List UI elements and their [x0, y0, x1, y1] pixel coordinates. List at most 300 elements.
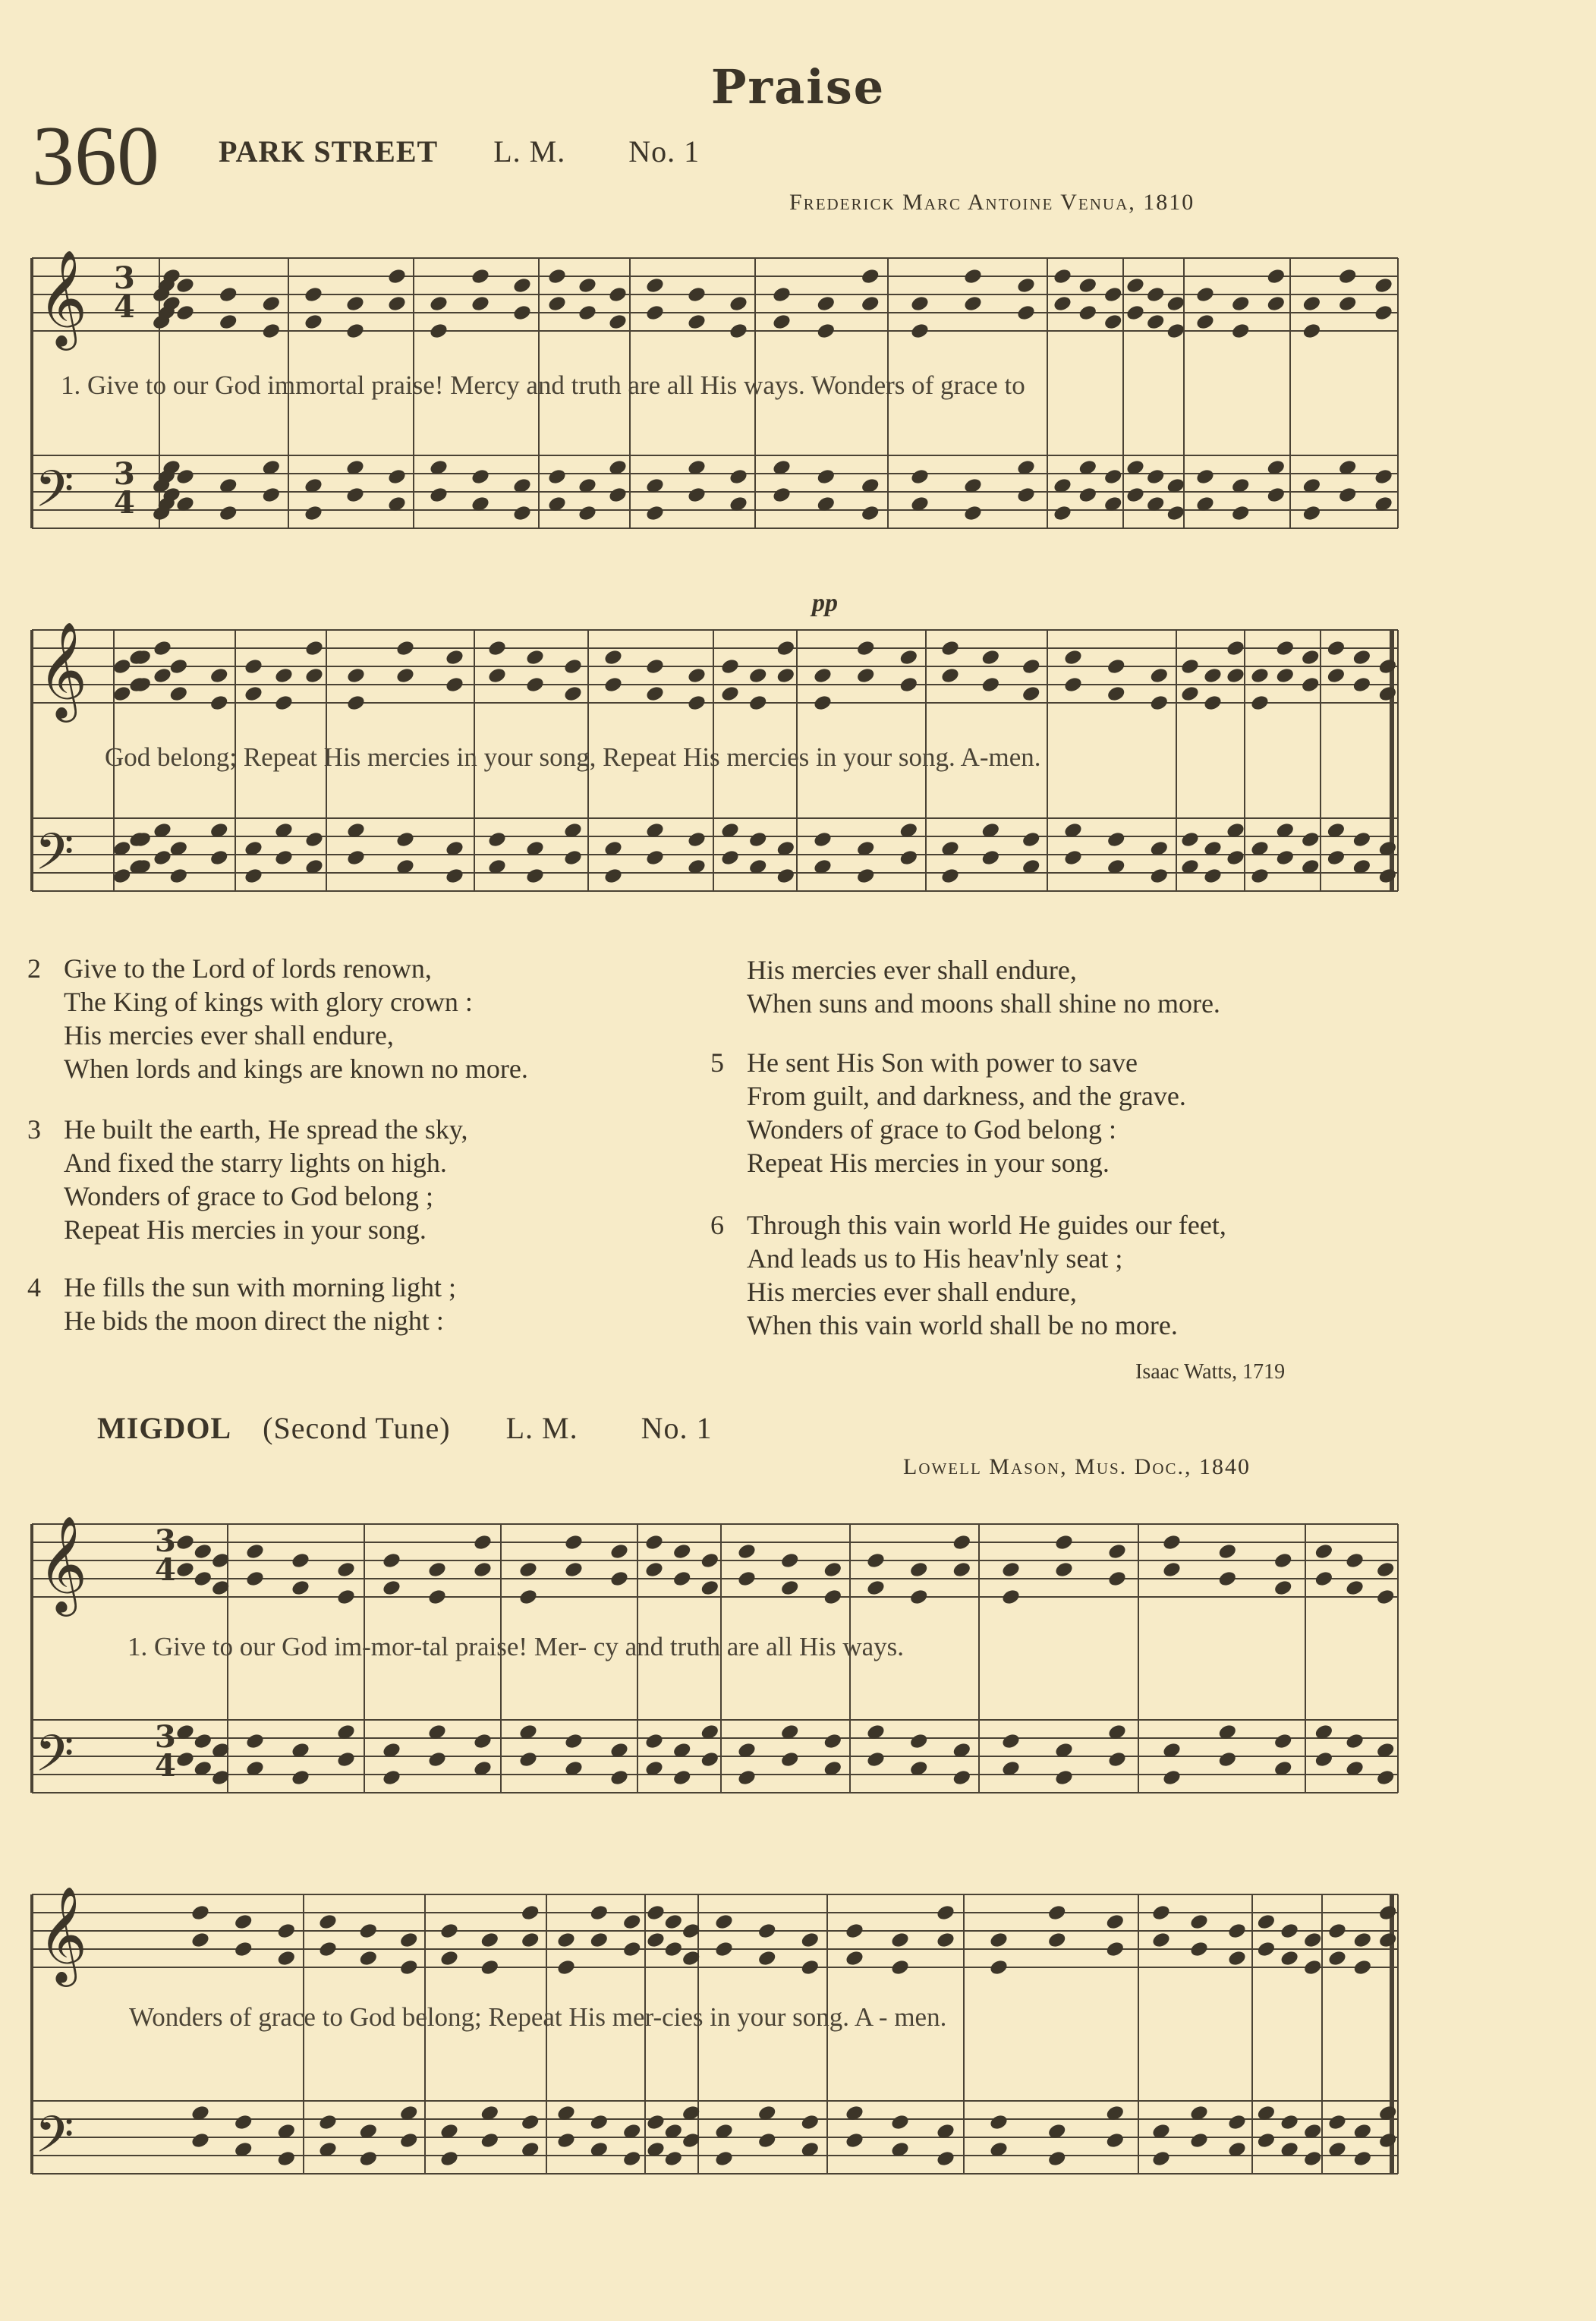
verse-number: 5: [710, 1047, 724, 1078]
note-head: [860, 267, 880, 285]
note-head: [1314, 1750, 1334, 1768]
note-head: [714, 2149, 735, 2168]
verse-3: [27, 1113, 468, 1246]
note-head: [663, 2149, 684, 2168]
note-head: [304, 504, 324, 522]
note-head: [737, 1570, 757, 1588]
note-head: [952, 1533, 972, 1551]
note-head: [291, 1768, 311, 1787]
note-head: [645, 657, 666, 676]
note-head: [190, 2131, 211, 2149]
svg-text:𝄢: 𝄢: [35, 2105, 74, 2176]
note-head: [1226, 639, 1246, 657]
note-head: [439, 1949, 460, 1967]
note-head: [193, 1732, 213, 1750]
note-head: [646, 1931, 666, 1949]
note-head: [1149, 694, 1169, 712]
note-head: [1047, 1931, 1067, 1949]
note-head: [346, 849, 367, 867]
note-head: [1162, 1768, 1182, 1787]
note-head: [936, 1931, 956, 1949]
note-head: [800, 2113, 820, 2131]
note-head: [1250, 694, 1270, 712]
note-head: [1275, 666, 1295, 685]
note-head: [395, 639, 416, 657]
note-head: [1203, 666, 1223, 685]
note-head: [578, 504, 598, 522]
note-head: [233, 1940, 253, 1958]
note-head: [1151, 1931, 1172, 1949]
note-head: [1352, 1958, 1373, 1976]
svg-text:𝄢: 𝄢: [35, 823, 74, 893]
note-head: [382, 1551, 402, 1570]
note-head: [816, 294, 836, 313]
verse-line: The King of kings with glory crown :: [64, 987, 473, 1017]
note-head: [1314, 1570, 1334, 1588]
second-composer: Lowell Mason, Mus. Doc., 1840: [903, 1454, 1251, 1479]
note-head: [1337, 267, 1358, 285]
note-head: [936, 1904, 956, 1922]
note-head: [1063, 648, 1084, 666]
note-head: [672, 1768, 692, 1787]
note-head: [382, 1768, 402, 1787]
staff-treble-1: [32, 258, 1398, 331]
second-tune-name: MIGDOL: [97, 1411, 232, 1445]
note-head: [845, 1922, 865, 1940]
note-head: [645, 849, 666, 867]
note-head: [209, 694, 229, 712]
verse-2: [27, 952, 528, 1085]
note-head: [244, 657, 264, 676]
note-head: [729, 468, 749, 486]
note-head: [866, 1579, 886, 1597]
note-head: [729, 322, 749, 340]
note-head: [209, 849, 229, 867]
note-head: [1103, 468, 1123, 486]
note-head: [779, 1579, 800, 1597]
note-head: [936, 2149, 956, 2168]
svg-text:4: 4: [114, 485, 135, 521]
note-head: [748, 694, 768, 712]
note-head: [473, 1533, 493, 1551]
note-head: [720, 657, 741, 676]
verse-line: His mercies ever shall endure,: [747, 955, 1077, 985]
note-head: [345, 486, 366, 504]
note-head: [1217, 1750, 1238, 1768]
note-head: [952, 1560, 972, 1579]
note-head: [1250, 867, 1270, 885]
note-head: [714, 1940, 735, 1958]
composer: Frederick Marc Antoine Venua, 1810: [789, 190, 1195, 215]
note-head: [512, 276, 533, 294]
note-head: [276, 2149, 297, 2168]
note-head: [1103, 313, 1123, 331]
note-head: [244, 867, 264, 885]
note-head: [274, 849, 294, 867]
verse-line: Wonders of grace to God belong :: [747, 1114, 1116, 1145]
note-head: [1149, 867, 1169, 885]
note-head: [981, 648, 1001, 666]
note-head: [687, 285, 707, 304]
treble-clef-icon: 𝄞: [38, 249, 88, 346]
note-head: [1273, 1579, 1293, 1597]
note-head: [318, 2113, 338, 2131]
note-head: [609, 1570, 630, 1588]
note-head: [1016, 276, 1037, 294]
note-head: [429, 322, 449, 340]
note-head: [471, 468, 491, 486]
note-head: [609, 1542, 630, 1560]
bass-clef-icon: 𝄢: [35, 460, 74, 531]
note-head: [645, 504, 666, 522]
note-head: [564, 1560, 584, 1579]
note-head: [556, 1958, 577, 1976]
note-head: [291, 1579, 311, 1597]
note-head: [1300, 830, 1321, 849]
page-heading: Praise: [710, 59, 886, 115]
note-head: [276, 1949, 297, 1967]
verse-number: 2: [27, 953, 41, 984]
note-head: [1053, 504, 1073, 522]
note-head: [578, 304, 598, 322]
note-head: [1227, 1922, 1248, 1940]
note-head: [855, 867, 876, 885]
verse-right-cont: [747, 953, 1220, 1020]
note-head: [1377, 1904, 1398, 1922]
verse-line: When this vain world shall be no more.: [747, 1310, 1178, 1340]
note-head: [175, 468, 196, 486]
note-head: [1374, 468, 1394, 486]
note-head: [603, 867, 624, 885]
note-head: [866, 1750, 886, 1768]
note-head: [1280, 2113, 1300, 2131]
note-head: [1256, 1940, 1276, 1958]
note-head: [720, 685, 741, 703]
verse-number: 4: [27, 1272, 41, 1302]
note-head: [1275, 849, 1295, 867]
note-head: [908, 1588, 929, 1606]
note-head: [989, 2113, 1009, 2131]
note-head: [645, 304, 666, 322]
author: Isaac Watts, 1719: [1135, 1360, 1286, 1384]
note-head: [218, 504, 238, 522]
note-head: [473, 1560, 493, 1579]
note-head: [1180, 830, 1201, 849]
note-head: [952, 1768, 972, 1787]
note-head: [112, 657, 132, 676]
note-head: [1230, 504, 1251, 522]
note-head: [1302, 504, 1322, 522]
note-head: [304, 313, 324, 331]
note-head: [547, 267, 568, 285]
note-head: [1195, 468, 1216, 486]
note-head: [1105, 1940, 1125, 1958]
note-head: [776, 666, 796, 685]
note-head: [779, 1750, 800, 1768]
note-head: [908, 1560, 929, 1579]
note-head: [439, 2149, 460, 2168]
note-head: [190, 1931, 211, 1949]
note-head: [1280, 1949, 1300, 1967]
note-head: [336, 1560, 357, 1579]
note-head: [645, 685, 666, 703]
note-head: [318, 1913, 338, 1931]
note-head: [772, 285, 792, 304]
note-head: [1166, 504, 1186, 522]
verse-line: His mercies ever shall endure,: [747, 1277, 1077, 1307]
note-head: [291, 1551, 311, 1570]
note-head: [845, 2131, 865, 2149]
note-head: [687, 486, 707, 504]
note-head: [556, 1931, 577, 1949]
note-head: [245, 1542, 266, 1560]
note-head: [318, 1940, 338, 1958]
note-head: [823, 1732, 843, 1750]
note-head: [175, 1750, 196, 1768]
note-head: [564, 1533, 584, 1551]
note-head: [757, 1922, 777, 1940]
second-tune-header: [97, 1410, 712, 1446]
tune-number: No. 1: [628, 134, 700, 168]
note-head: [1125, 304, 1146, 322]
note-head: [1001, 1588, 1022, 1606]
note-head: [387, 267, 408, 285]
note-head: [218, 313, 238, 331]
note-head: [1374, 276, 1394, 294]
note-head: [940, 639, 961, 657]
note-head: [1166, 322, 1186, 340]
note-head: [274, 694, 294, 712]
note-head: [398, 1931, 419, 1949]
note-head: [1217, 1570, 1238, 1588]
note-head: [729, 294, 749, 313]
note-head: [622, 1940, 642, 1958]
note-head: [1125, 276, 1146, 294]
note-head: [153, 849, 173, 867]
verse-6: [710, 1208, 1226, 1342]
note-head: [1352, 1931, 1373, 1949]
note-head: [1352, 830, 1372, 849]
note-head: [663, 1913, 684, 1931]
second-tune-subtitle: (Second Tune): [263, 1411, 451, 1445]
note-head: [813, 830, 833, 849]
note-head: [1302, 2149, 1323, 2168]
note-head: [1195, 285, 1216, 304]
note-head: [1053, 294, 1073, 313]
verse-5: [710, 1046, 1186, 1179]
note-head: [520, 2113, 540, 2131]
note-head: [175, 1560, 196, 1579]
note-head: [816, 468, 836, 486]
note-head: [603, 648, 624, 666]
note-head: [816, 322, 836, 340]
note-head: [720, 849, 741, 867]
note-head: [445, 867, 465, 885]
note-head: [646, 1904, 666, 1922]
lyric-line-1: 1. Give to our God immortal praise! Mercy and truth are all His ways. Wonders of grace to: [61, 370, 1025, 400]
note-head: [1166, 294, 1186, 313]
note-head: [563, 685, 584, 703]
svg-text:4: 4: [155, 1552, 176, 1588]
lyric-line-2: God belong; Repeat His mercies in your song, Repeat His mercies in your song. A-men.: [105, 742, 1041, 772]
note-head: [1377, 657, 1398, 676]
note-head: [1227, 1949, 1248, 1967]
note-head: [168, 685, 189, 703]
note-head: [1063, 849, 1084, 867]
note-head: [1151, 1904, 1172, 1922]
note-head: [776, 867, 796, 885]
note-head: [1189, 1940, 1210, 1958]
note-head: [1377, 867, 1398, 885]
note-head: [1230, 294, 1251, 313]
note-head: [1266, 294, 1286, 313]
note-head: [772, 486, 792, 504]
note-head: [518, 1588, 539, 1606]
time-sig-bottom: 4: [114, 289, 135, 325]
note-head: [890, 2113, 911, 2131]
note-head: [1300, 676, 1321, 694]
note-head: [1375, 1768, 1396, 1787]
note-head: [346, 694, 367, 712]
note-head: [1145, 285, 1166, 304]
note-head: [1377, 685, 1398, 703]
note-head: [193, 1570, 213, 1588]
note-head: [1195, 313, 1216, 331]
note-head: [981, 849, 1001, 867]
note-head: [427, 1560, 448, 1579]
note-head: [1337, 486, 1358, 504]
note-head: [890, 1958, 911, 1976]
note-head: [1314, 1542, 1334, 1560]
note-head: [589, 1931, 609, 1949]
note-head: [700, 1579, 720, 1597]
note-head: [304, 639, 325, 657]
note-head: [274, 666, 294, 685]
note-head: [525, 676, 546, 694]
note-head: [609, 1768, 630, 1787]
note-head: [1106, 657, 1126, 676]
note-head: [1145, 468, 1166, 486]
svg-text:𝄞: 𝄞: [38, 1885, 88, 1982]
note-head: [1162, 1560, 1182, 1579]
note-head: [168, 657, 189, 676]
note-head: [153, 639, 173, 657]
note-head: [427, 1750, 448, 1768]
second-tune-number: No. 1: [641, 1411, 713, 1445]
verse-line: He built the earth, He spread the sky,: [64, 1114, 468, 1145]
note-head: [963, 294, 984, 313]
note-head: [218, 285, 238, 304]
note-head: [1337, 294, 1358, 313]
note-head: [395, 666, 416, 685]
note-head: [1352, 2149, 1373, 2168]
note-head: [563, 657, 584, 676]
note-head: [190, 1904, 211, 1922]
note-head: [1180, 657, 1201, 676]
note-head: [233, 1913, 253, 1931]
note-head: [556, 2131, 577, 2149]
note-head: [1189, 1913, 1210, 1931]
note-head: [439, 1922, 460, 1940]
note-head: [345, 322, 366, 340]
note-head: [1078, 486, 1098, 504]
note-head: [1256, 2131, 1276, 2149]
note-head: [1217, 1542, 1238, 1560]
note-head: [748, 830, 768, 849]
note-head: [737, 1542, 757, 1560]
note-head: [1078, 304, 1098, 322]
note-head: [772, 313, 792, 331]
note-head: [1021, 657, 1041, 676]
note-head: [336, 1750, 357, 1768]
note-head: [603, 676, 624, 694]
dynamic-marking: pp: [812, 589, 838, 617]
verse-4: [27, 1271, 456, 1337]
note-head: [866, 1551, 886, 1570]
note-head: [700, 1750, 720, 1768]
note-head: [644, 1533, 665, 1551]
staff-treble-4: [32, 1894, 1398, 1967]
note-head: [429, 294, 449, 313]
note-head: [1266, 486, 1286, 504]
note-head: [1377, 2131, 1398, 2149]
note-head: [1345, 1732, 1365, 1750]
svg-text:3: 3: [114, 456, 135, 492]
verse-line: Repeat His mercies in your song.: [64, 1214, 427, 1245]
note-head: [1189, 2131, 1210, 2149]
note-head: [1054, 1533, 1075, 1551]
verse-line: And leads us to His heav'nly seat ;: [747, 1243, 1123, 1274]
note-head: [981, 676, 1001, 694]
note-head: [471, 294, 491, 313]
note-head: [1377, 1931, 1398, 1949]
note-head: [646, 2113, 666, 2131]
note-head: [518, 1750, 539, 1768]
note-head: [395, 830, 416, 849]
note-head: [672, 1542, 692, 1560]
note-head: [1302, 294, 1322, 313]
note-head: [644, 1560, 665, 1579]
note-head: [1266, 267, 1286, 285]
note-head: [520, 1931, 540, 1949]
note-head: [1375, 1560, 1396, 1579]
note-head: [1326, 666, 1346, 685]
note-head: [175, 1533, 196, 1551]
note-head: [1016, 486, 1037, 504]
note-head: [512, 304, 533, 322]
verse-line: When lords and kings are known no more.: [64, 1053, 528, 1084]
note-head: [1107, 1570, 1128, 1588]
note-head: [1105, 1913, 1125, 1931]
note-head: [757, 2131, 777, 2149]
note-head: [622, 1913, 642, 1931]
note-head: [487, 666, 508, 685]
note-head: [1203, 867, 1223, 885]
note-head: [910, 322, 930, 340]
note-head: [700, 1551, 720, 1570]
note-head: [547, 468, 568, 486]
note-head: [1327, 1922, 1348, 1940]
note-head: [445, 676, 465, 694]
note-head: [304, 666, 325, 685]
note-head: [800, 1931, 820, 1949]
note-head: [1105, 2131, 1125, 2149]
note-head: [233, 2113, 253, 2131]
note-head: [245, 1732, 266, 1750]
note-head: [1300, 648, 1321, 666]
note-head: [908, 1732, 929, 1750]
note-head: [1345, 1579, 1365, 1597]
